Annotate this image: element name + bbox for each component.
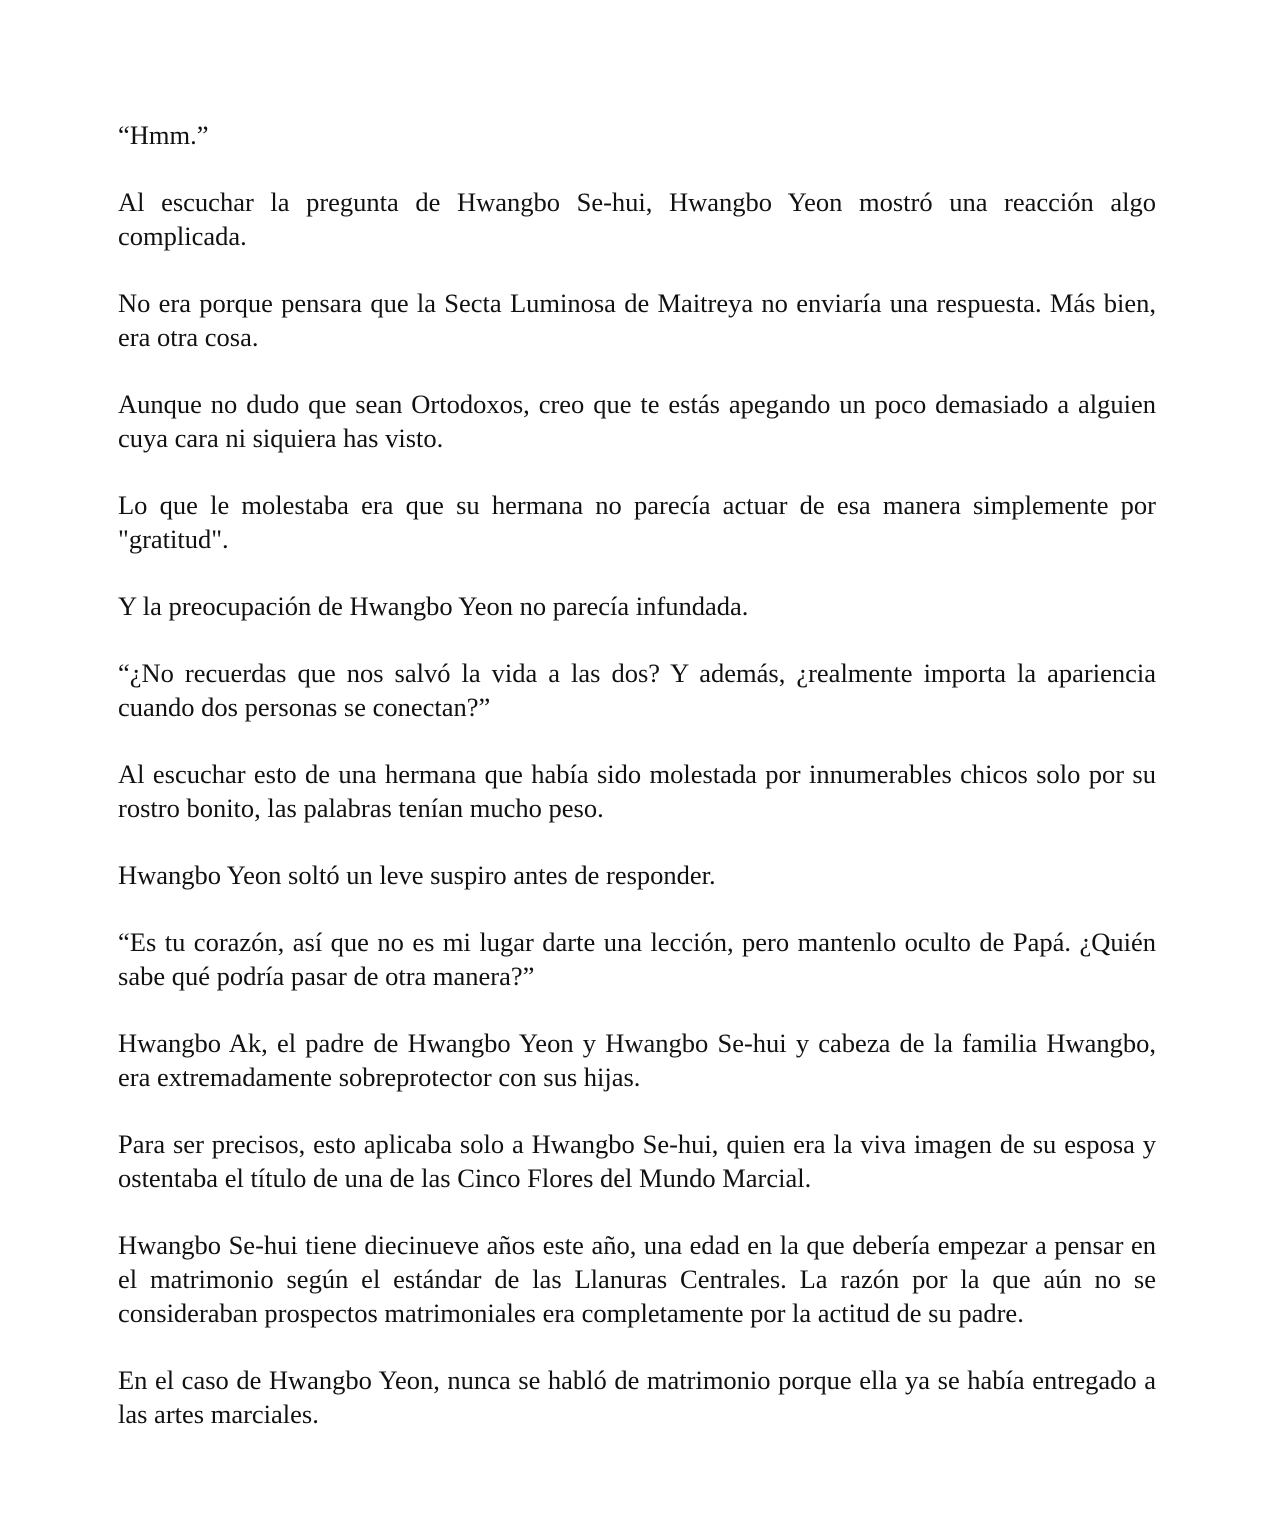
paragraph-7: “¿No recuerdas que nos salvó la vida a las dos? Y además, ¿realmente importa la apariencia cuando dos personas se conectan?” — [118, 658, 1156, 722]
paragraph-9: Hwangbo Yeon soltó un leve suspiro antes de responder. — [118, 860, 716, 890]
paragraph-10: “Es tu corazón, así que no es mi lugar darte una lección, pero mantenlo oculto de Papá. ¿Quién sabe qué podría pasar de otra manera?” — [118, 927, 1156, 991]
paragraph-6: Y la preocupación de Hwangbo Yeon no parecía infundada. — [118, 591, 749, 621]
paragraph-8: Al escuchar esto de una hermana que había sido molestada por innumerables chicos solo por su rostro bonito, las palabras tenían mucho peso. — [118, 759, 1156, 823]
paragraph-1: “Hmm.” — [118, 120, 209, 150]
document-page — [118, 118, 1156, 1431]
paragraph-2: Al escuchar la pregunta de Hwangbo Se-hui, Hwangbo Yeon mostró una reacción algo complicada. — [118, 187, 1156, 251]
paragraph-13: Hwangbo Se-hui tiene diecinueve años este año, una edad en la que debería empezar a pensar en el matrimonio según el estándar de las Llanuras Centrales. La razón por la que aún no se consideraban prospectos matrimoniales era completamente por la actitud de su padre. — [118, 1230, 1156, 1328]
paragraph-3: No era porque pensara que la Secta Luminosa de Maitreya no enviaría una respuesta. Más bien, era otra cosa. — [118, 288, 1156, 352]
paragraph-14: En el caso de Hwangbo Yeon, nunca se habló de matrimonio porque ella ya se había entregado a las artes marciales. — [118, 1365, 1156, 1429]
paragraph-5: Lo que le molestaba era que su hermana no parecía actuar de esa manera simplemente por "gratitud". — [118, 490, 1156, 554]
paragraph-11: Hwangbo Ak, el padre de Hwangbo Yeon y Hwangbo Se-hui y cabeza de la familia Hwangbo, era extremadamente sobreprotector con sus hijas. — [118, 1028, 1156, 1092]
paragraph-4: Aunque no dudo que sean Ortodoxos, creo que te estás apegando un poco demasiado a alguien cuya cara ni siquiera has visto. — [118, 389, 1156, 453]
paragraph-12: Para ser precisos, esto aplicaba solo a Hwangbo Se-hui, quien era la viva imagen de su esposa y ostentaba el título de una de las Cinco Flores del Mundo Marcial. — [118, 1129, 1156, 1193]
